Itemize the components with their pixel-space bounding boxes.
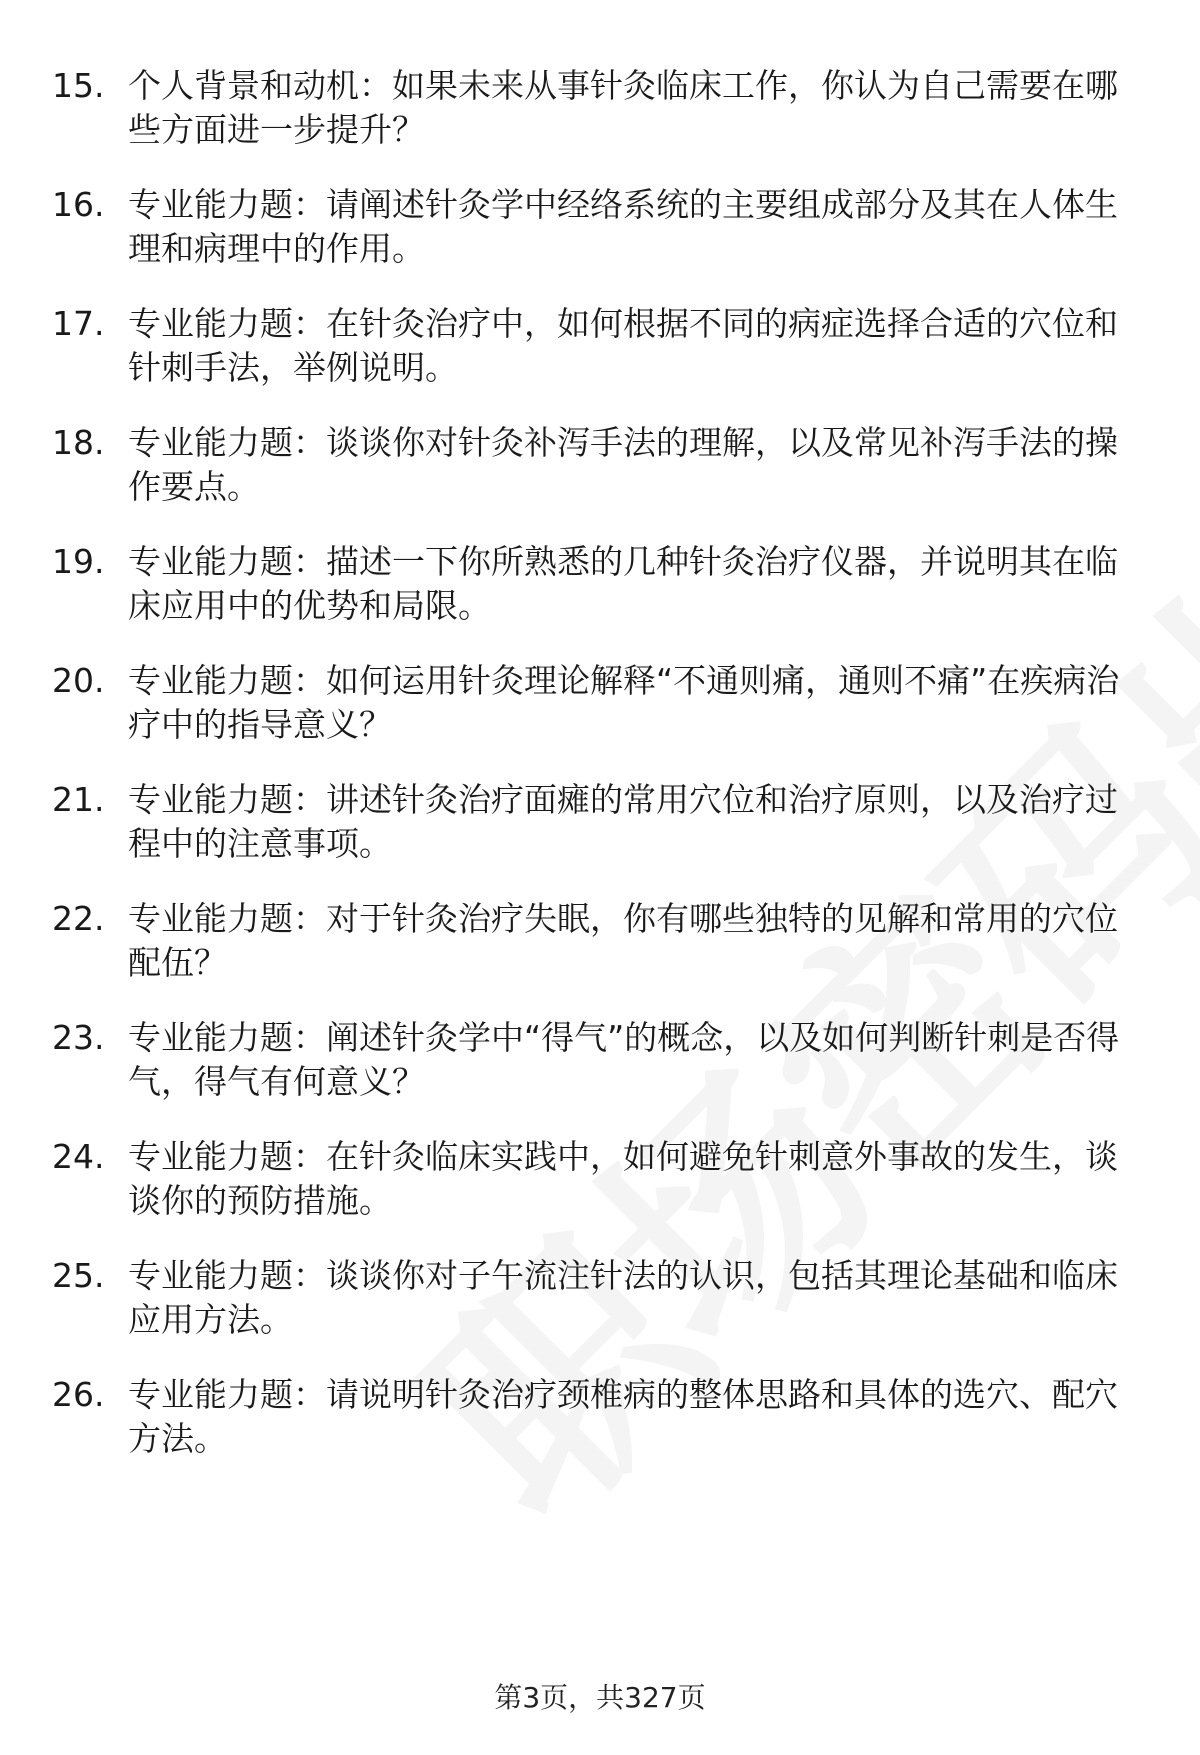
- item-text: 专业能力题：对于针灸治疗失眠，你有哪些独特的见解和常用的穴位配伍？: [128, 899, 1118, 982]
- item-text: 专业能力题：讲述针灸治疗面瘫的常用穴位和治疗原则，以及治疗过程中的注意事项。: [128, 780, 1118, 863]
- item-number: 18.: [52, 423, 105, 462]
- list-item: [0, 1006, 1200, 1106]
- item-text: 个人背景和动机：如果未来从事针灸临床工作，你认为自己需要在哪些方面进一步提升？: [128, 66, 1118, 149]
- item-number: 15.: [52, 66, 105, 105]
- item-number: 23.: [52, 1018, 105, 1057]
- item-number: 26.: [52, 1375, 105, 1414]
- list-item: [0, 1125, 1200, 1225]
- list-item: [0, 768, 1200, 868]
- list-item: [0, 649, 1200, 749]
- item-number: 25.: [52, 1256, 105, 1295]
- item-number: 22.: [52, 899, 105, 938]
- item-text: 专业能力题：谈谈你对针灸补泻手法的理解，以及常见补泻手法的操作要点。: [128, 423, 1118, 506]
- item-text: 专业能力题：谈谈你对子午流注针法的认识，包括其理论基础和临床应用方法。: [128, 1256, 1118, 1339]
- page-number: 第3页，共327页: [494, 1681, 706, 1714]
- list-item: [0, 54, 1200, 154]
- item-number: 16.: [52, 185, 105, 224]
- item-text: 专业能力题：描述一下你所熟悉的几种针灸治疗仪器，并说明其在临床应用中的优势和局限。: [128, 542, 1118, 625]
- item-number: 24.: [52, 1137, 105, 1176]
- list-item: [0, 530, 1200, 630]
- item-number: 17.: [52, 304, 105, 343]
- list-item: [0, 1363, 1200, 1463]
- item-number: 21.: [52, 780, 105, 819]
- item-number: 20.: [52, 661, 105, 700]
- item-number: 19.: [52, 542, 105, 581]
- item-text: 专业能力题：在针灸治疗中，如何根据不同的病症选择合适的穴位和针刺手法，举例说明。: [128, 304, 1118, 387]
- item-text: 专业能力题：在针灸临床实践中，如何避免针刺意外事故的发生，谈谈你的预防措施。: [128, 1137, 1118, 1220]
- list-item: [0, 411, 1200, 511]
- list-item: [0, 173, 1200, 273]
- list-item: [0, 1244, 1200, 1344]
- list-item: [0, 292, 1200, 392]
- item-text: 专业能力题：如何运用针灸理论解释“不通则痛，通则不痛”在疾病治疗中的指导意义？: [128, 661, 1120, 744]
- list-item: [0, 887, 1200, 987]
- item-text: 专业能力题：请说明针灸治疗颈椎病的整体思路和具体的选穴、配穴方法。: [128, 1375, 1118, 1458]
- item-text: 专业能力题：阐述针灸学中“得气”的概念，以及如何判断针刺是否得气，得气有何意义？: [128, 1018, 1120, 1101]
- item-text: 专业能力题：请阐述针灸学中经络系统的主要组成部分及其在人体生理和病理中的作用。: [128, 185, 1118, 268]
